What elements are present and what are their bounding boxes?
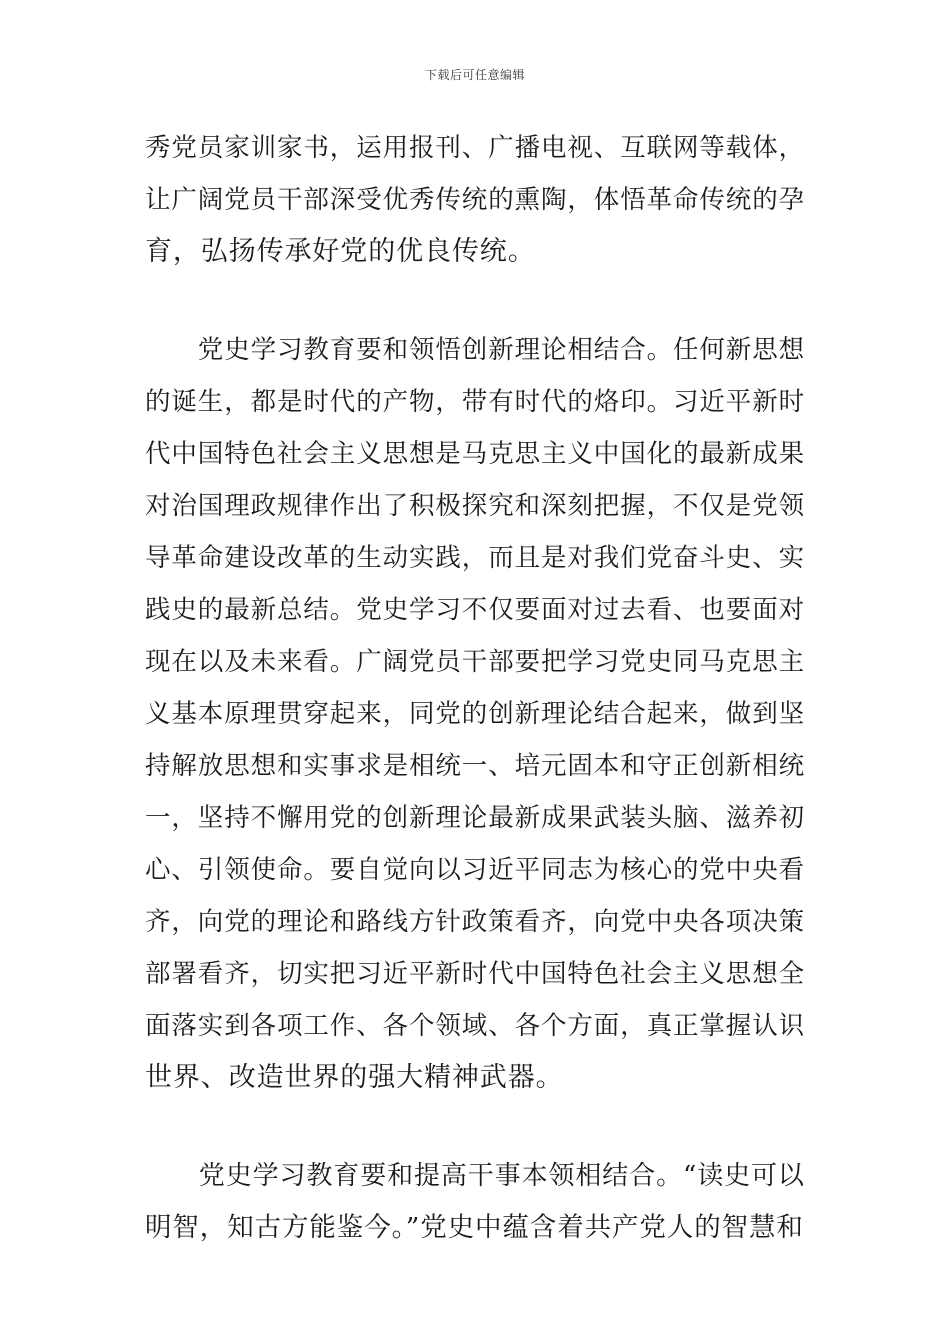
- page-header: 下载后可任意编辑: [424, 68, 525, 82]
- paragraph-2-line-11: 心、引领使命。要自觉向以习近平同志为核心的党中央看: [145, 855, 806, 885]
- paragraph-3-line-2: 明智，知古方能鉴今。”党史中蕴含着共产党人的智慧和: [145, 1212, 804, 1243]
- paragraph-2-line-15: 世界、改造世界的强大精神武器。: [145, 1062, 564, 1093]
- paragraph-2-line-3: 代中国特色社会主义思想是马克思主义中国化的最新成果: [145, 439, 806, 469]
- paragraph-2-line-6: 践史的最新总结。党史学习不仅要面对过去看、也要面对: [145, 595, 806, 625]
- paragraph-3-line-1: 党史学习教育要和提高干事本领相结合。“读史可以: [145, 1161, 805, 1191]
- paragraph-2-line-7: 现在以及未来看。广阔党员干部要把学习党史同马克思主: [145, 647, 806, 677]
- paragraph-1-line-3: 育，弘扬传承好党的优良传统。: [145, 236, 536, 267]
- paragraph-2-line-2: 的诞生，都是时代的产物，带有时代的烙印。习近平新时: [145, 387, 806, 417]
- paragraph-2-line-5: 导革命建设改革的生动实践，而且是对我们党奋斗史、实: [145, 543, 806, 573]
- paragraph-2-line-8: 义基本原理贯穿起来，同党的创新理论结合起来，做到坚: [145, 699, 806, 729]
- paragraph-2-line-12: 齐，向党的理论和路线方针政策看齐，向党中央各项决策: [145, 907, 806, 937]
- paragraph-1-line-2: 让广阔党员干部深受优秀传统的熏陶，体悟革命传统的孕: [145, 185, 806, 215]
- paragraph-1-line-1: 秀党员家训家书，运用报刊、广播电视、互联网等载体，: [145, 133, 806, 163]
- paragraph-2-line-9: 持解放思想和实事求是相统一、培元固本和守正创新相统: [145, 751, 806, 781]
- paragraph-2-line-14: 面落实到各项工作、各个领域、各个方面，真正掌握认识: [145, 1011, 806, 1041]
- paragraph-2-line-1: 党史学习教育要和领悟创新理论相结合。任何新思想: [145, 335, 806, 365]
- paragraph-2-line-4: 对治国理政规律作出了积极探究和深刻把握，不仅是党领: [145, 491, 806, 521]
- paragraph-2-line-10: 一，坚持不懈用党的创新理论最新成果武装头脑、滋养初: [145, 803, 806, 833]
- paragraph-2-line-13: 部署看齐，切实把习近平新时代中国特色社会主义思想全: [145, 959, 806, 989]
